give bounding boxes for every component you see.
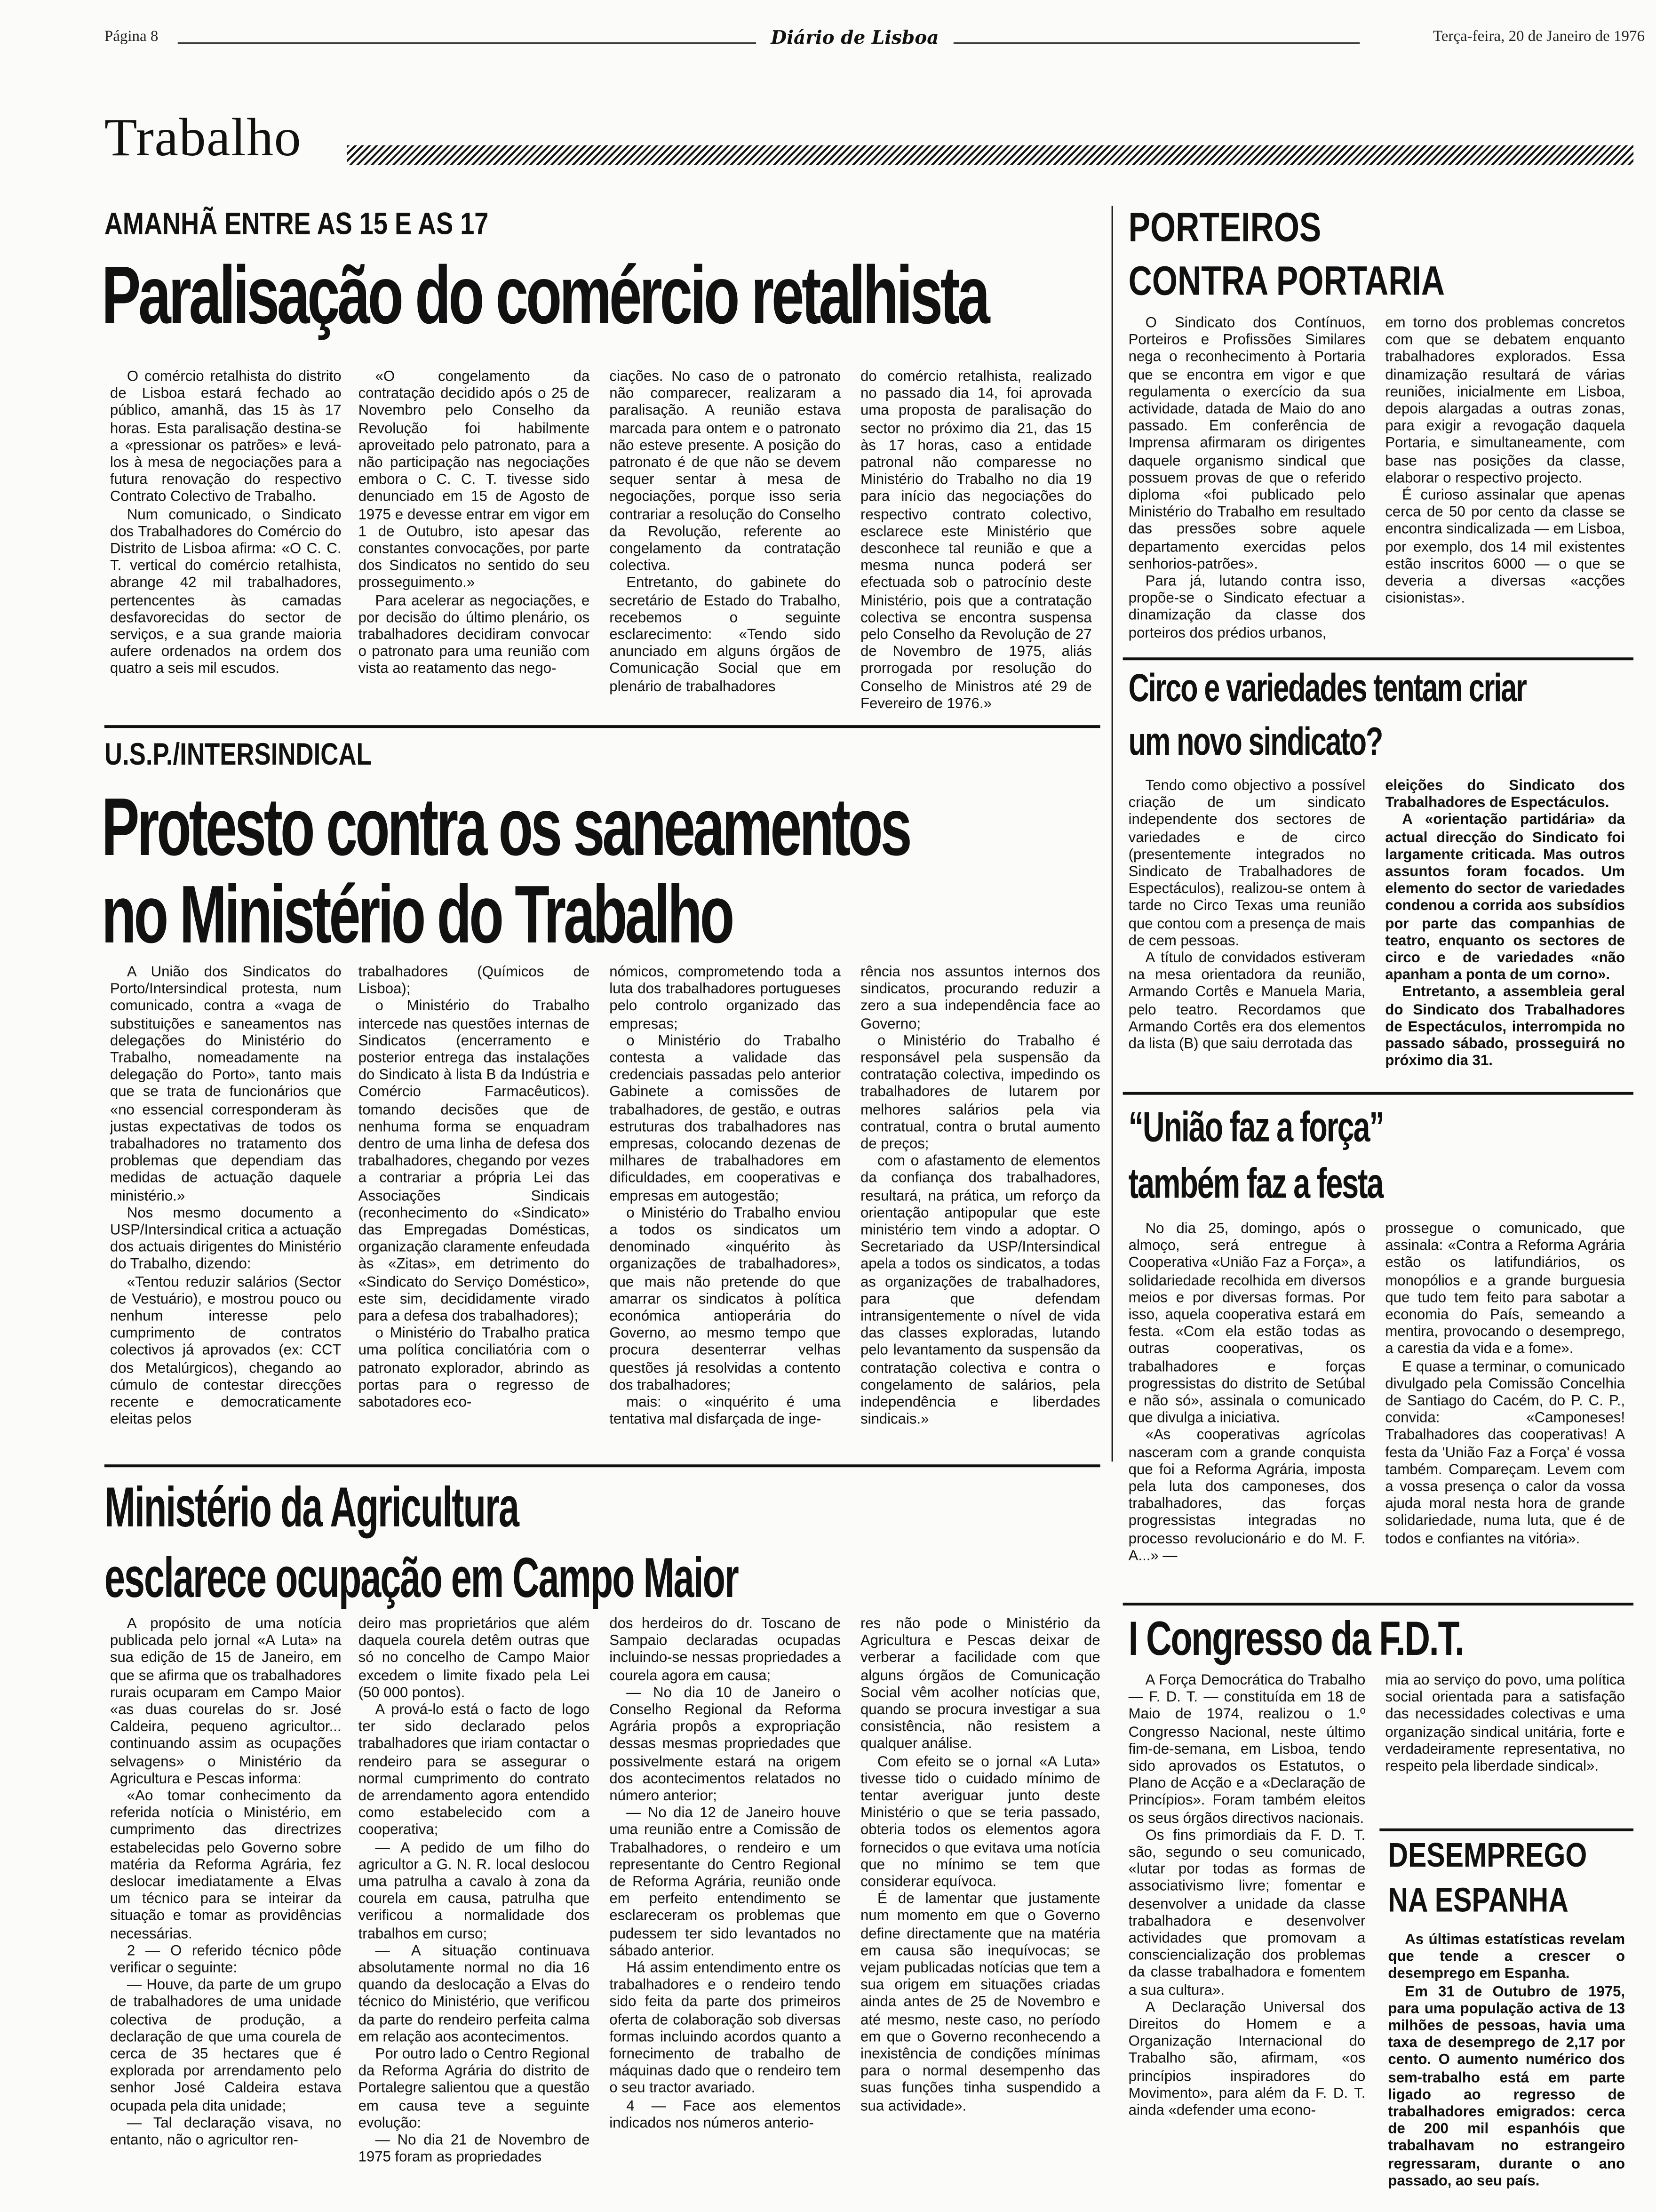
fdt-headline: I Congresso da F.D.T. bbox=[1128, 1613, 1464, 1666]
circo-headline-line-1: Circo e variedades tentam criar bbox=[1128, 666, 1526, 710]
comercio-column-2: «O congelamento da contratação decidido após o 25 de Novembro pelo Conselho da Revolução foi habilmente aproveitado pelo patronato, para a não participação nas negociações embora o C. C. T. tivesse sido denunciado em 15 de Agosto de 1975 e devesse entrar em vigor em 1 de Outubro, isto apesar das constantes convocações, por parte dos Sindicatos no sentido do seu prosseguimento.» Para acelerar as negociações, e por decisão do último plenário, os trabalhadores decidiram convocar o patronato para uma reunião com vista ao reatamento das nego- bbox=[358, 369, 590, 678]
circo-column-2: eleições do Sindicato dos Trabalhadores de Espectáculos. A «orientação partidária» da actual direcção do Sindicato foi largamente criticada. Mas outros assuntos foram focados. Um elemento do sector de variedades condenou a corrida aos subsídios por parte das companhias de teatro, enquanto os sectores de circo e de variedades «não apanham a ponta de um corno». Entretanto, a assembleia geral do Sindicato dos Trabalhadores de Espectáculos, interrompida no passado sábado, prosseguirá no próximo dia 31. bbox=[1385, 779, 1625, 1070]
column-divider bbox=[1112, 206, 1113, 1461]
uniao-column-2: prossegue o comunicado, que assinala: «Contra a Reforma Agrária estão os latifundiários, os monopólios e a grande burguesia que tudo tem feito para sabotar a economia do País, semeando a mentira, provocando o desemprego, a carestia da vida e a fome». E quase a terminar, o comunicado divulgado pela Comissão Concelhia de Santiago do Cacém, do P. C. P., convida: «Camponeses! Trabalhadores das cooperativas! A festa da 'União Faz a Força' é vossa também. Compareçam. Levem com a vossa presença o calor da vossa ajuda moral nesta hora de grande solidariedade, numa luta, que é de todos e confiantes na vitória». bbox=[1385, 1222, 1625, 1548]
masthead: Diário de Lisboa bbox=[771, 28, 939, 49]
circo-bottom-rule bbox=[1123, 1092, 1633, 1095]
desemprego-column: As últimas estatísticas revelam que tende a crescer o desemprego em Espanha. Em 31 de Outubro de 1975, para uma população activa de 13 milhões de pessoas, havia uma taxa de desemprego de 2,17 por cento. O aumento numérico dos sem-trabalho está em parte ligado ao regresso de trabalhadores emigrados: cerca de 200 mil espanhóis que trabalhavam no estrangeiro regressaram, durante o ano passado, ao seu país. bbox=[1388, 1933, 1625, 2189]
page-number: Página 8 bbox=[104, 28, 159, 45]
section-title: Trabalho bbox=[104, 108, 302, 168]
agricultura-column-3: dos herdeiros do dr. Toscano de Sampaio declaradas ocupadas incluindo-se nessas propriedades a courela agora em causa; — No dia 10 de Janeiro o Conselho Regional da Reforma Agrária propôs a expropriação dessas mesmas propriedades que possivelmente estará na origem dos acontecimentos relatados no número anterior; — No dia 12 de Janeiro houve uma reunião entre a Comissão de Trabalhadores, o rendeiro e um representante do Centro Regional de Reforma Agrária, reunião onde em perfeito entendimento se esclareceram os problemas que pudessem ter sido levantados no sábado anterior. Há assim entendimento entre os trabalhadores e o rendeiro tendo sido feita da parte dos primeiros oferta de colaboração sob diversas formas incluindo acordos quanto a fornecimento de trabalho de máquinas dado que o rendeiro tem o seu tractor avariado. 4 — Face aos elementos indicados nos números anterio- bbox=[609, 1617, 841, 2132]
usp-column-3: nómicos, comprometendo toda a luta dos trabalhadores portugueses pelo controlo organizado das empresas; o Ministério do Trabalho contesta a validade das credenciais passadas pelo anterior Gabinete a comissões de trabalhadores, de gestão, e outras estruturas dos trabalhadores nas empresas, colocando dezenas de milhares de trabalhadores em dificuldades, em cooperativas e empresas em autogestão; o Ministério do Trabalho enviou a todos os sindicatos um denominado «inquérito às organizações de trabalhadores», que mais não pretende do que amarrar os sindicatos à política económica antioperária do Governo, ao mesmo tempo que procura desenterrar velhas questões já resolvidas a contento dos trabalhadores; mais: o «inquérito é uma tentativa mal disfarçada de inge- bbox=[609, 965, 841, 1429]
uniao-headline-line-1: “União faz a força” bbox=[1128, 1104, 1384, 1151]
usp-column-2: trabalhadores (Químicos de Lisboa); o Ministério do Trabalho intercede nas questões internas de Sindicatos (encerramento e posterior entrega das instalações do Sindicato à lista B da Indústria e Comércio Farmacêuticos). tomando decisões que de nenhuma forma se enquadram dentro de uma linha de defesa dos trabalhadores, chegando por vezes a contrariar a própria Lei das Associações Sindicais (reconhecimento do «Sindicato» das Empregadas Domésticas, organização claramente enfeudada às «Zitas», em detrimento do «Sindicato do Serviço Doméstico», este sim, decididamente virado para a defesa dos trabalhadores); o Ministério do Trabalho pratica uma política conciliatória com o patronato explorador, abrindo as portas para o regresso de sabotadores eco- bbox=[358, 965, 590, 1411]
agricultura-headline-line-1: Ministério da Agricultura bbox=[104, 1477, 518, 1540]
section-hatch-rule bbox=[347, 145, 1633, 165]
agricultura-headline-line-2: esclarece ocupação em Campo Maior bbox=[104, 1548, 738, 1610]
agricultura-column-2: deiro mas proprietários que além daquela courela detêm outras que só no concelho de Campo Maior excedem o limite fixado pela Lei (50 000 pontos). A prová-lo está o facto de logo ter sido declarado pelos trabalhadores que iriam contactar o rendeiro para se assegurar o normal cumprimento do contrato de arrendamento agora entendido como estabelecido com a cooperativa; — A pedido de um filho do agricultor a G. N. R. local deslocou uma patrulha a cavalo à zona da courela em causa, patrulha que verificou a normalidade dos trabalhos em curso; — A situação continuava absolutamente normal no dia 16 quando da deslocação a Elvas do técnico do Ministério, que verificou da parte do rendeiro perfeita calma em relação aos acontecimentos. Por outro lado o Centro Regional da Reforma Agrária do distrito de Portalegre salientou que a questão em causa teve a seguinte evolução: — No dia 21 de Novembro de 1975 foram as propriedades bbox=[358, 1617, 590, 2166]
comercio-kicker: AMANHÃ ENTRE AS 15 E AS 17 bbox=[104, 206, 489, 241]
desemprego-top-rule bbox=[1379, 1829, 1633, 1831]
agricultura-column-4: res não pode o Ministério da Agricultura e Pescas deixar de verberar a facilidade com que alguns órgãos de Comunicação Social vêm acolher notícias que, quando se procura investigar a sua consistência, não resistem a qualquer análise. Com efeito se o jornal «A Luta» tivesse tido o cuidado mínimo de tentar averiguar junto deste Ministério o que se teria passado, obteria todos os elementos agora fornecidos o que evitava uma notícia que no mínimo se tem que considerar equívoca. É de lamentar que justamente num momento em que o Governo define directamente que na matéria em causa são inequívocas; se vejam publicadas notícias que tem a sua origem em situações criadas ainda antes de 25 de Novembro e até mesmo, neste caso, no período em que o Governo reconhecendo a inexistência de condições mínimas para o normal desempenho das suas funções tinha suspendido a sua actividade». bbox=[860, 1617, 1100, 2115]
usp-kicker: U.S.P./INTERSINDICAL bbox=[104, 736, 372, 772]
porteiros-column-1: O Sindicato dos Contínuos, Porteiros e Profissões Similares nega o reconhecimento à Portaria que se encontra em vigor e que regulamenta o exercício da sua actividade, datada de Maio do ano passado. Em conferência de Imprensa afirmaram os dirigentes daquele organismo sindical que possuem provas de que o referido diploma «foi publicado pelo Ministério do Trabalho em resultado das pressões sobre aquele departamento exercidas pelos senhorios-patrões». Para já, lutando contra isso, propõe-se o Sindicato efectuar a dinamização da classe dos porteiros dos prédios urbanos, bbox=[1128, 316, 1366, 642]
circo-headline-line-2: um novo sindicato? bbox=[1128, 719, 1383, 764]
desemprego-headline-line-1: DESEMPREGO bbox=[1388, 1837, 1587, 1875]
agricultura-column-1: A propósito de uma notícia publicada pelo jornal «A Luta» na sua edição de 15 de Janeiro, em que se afirma que os trabalhadores rurais ocuparam em Campo Maior «as duas courelas do sr. José Caldeira, pequeno agricultor... continuando assim as ocupações selvagens» o Ministério da Agricultura e Pescas informa: «Ao tomar conhecimento da referida notícia o Ministério, em cumprimento das directrizes estabelecidas pelo Governo sobre matéria da Reforma Agrária, fez deslocar imediatamente a Elvas um técnico para se inteirar da situação e tomar as providências necessárias. 2 — O referido técnico pôde verificar o seguinte: — Houve, da parte de um grupo de trabalhadores de uma unidade colectiva de produção, a declaração de que uma courela de cerca de 35 hectares que é explorada por arrendamento pelo senhor José Caldeira estava ocupada pela dita unidade; — Tal declaração visava, no entanto, não o agricultor ren- bbox=[110, 1617, 342, 2149]
comercio-column-3: ciações. No caso de o patronato não comparecer, realizaram a paralisação. A reunião estava marcada para ontem e o patronato não esteve presente. A posição do patronato é de que não se devem sequer sentar à mesa de negociações, porque isso seria contrariar a resolução do Conselho da Revolução, referente ao congelamento da contratação colectiva. Entretanto, do gabinete do secretário de Estado do Trabalho, recebemos o seguinte esclarecimento: «Tendo sido anunciado em alguns órgãos de Comunicação Social que em plenário de trabalhadores bbox=[609, 369, 841, 695]
comercio-bottom-rule bbox=[104, 725, 1100, 728]
header-rule-right bbox=[954, 42, 1360, 44]
usp-headline-line-1: Protesto contra os saneamentos bbox=[101, 782, 910, 873]
page-date: Terça-feira, 20 de Janeiro de 1976 bbox=[1433, 28, 1645, 45]
usp-headline-line-2: no Ministério do Trabalho bbox=[101, 869, 732, 961]
porteiros-headline-line-2: CONTRA PORTARIA bbox=[1128, 259, 1445, 305]
comercio-headline: Paralisação do comércio retalhista bbox=[101, 249, 988, 342]
porteiros-headline-line-1: PORTEIROS bbox=[1128, 206, 1322, 251]
circo-column-1: Tendo como objectivo a possível criação de um sindicato independente dos sectores de variedades e de circo (presentemente integrados no Sindicato de Trabalhadores de Espectáculos), realizou-se ontem à tarde no Circo Texas uma reunião que contou com a presença de mais de cem pessoas. A título de convidados estiveram na mesa orientadora da reunião, Armando Cortês e Manuela Maria, pelo teatro. Recordamos que Armando Cortês era dos elementos da lista (B) que saiu derrotada das bbox=[1128, 779, 1366, 1053]
uniao-bottom-rule bbox=[1123, 1603, 1633, 1605]
porteiros-bottom-rule bbox=[1123, 657, 1633, 660]
fdt-column-1: A Força Democrática do Trabalho — F. D. T. — constituída em 18 de Maio de 1974, realizou o 1.º Congresso Nacional, neste último fim-de-semana, em Lisboa, tendo sido aprovados os Estatutos, o Plano de Acção e a «Declaração de Princípios». Foram também eleitos os seus órgãos directivos nacionais. Os fins primordiais da F. D. T. são, segundo o seu comunicado, «lutar por todas as formas de associativismo livre; fomentar e desenvolver a unidade da classe trabalhadora e desenvolver actividades que promovam a consciencialização dos problemas da classe trabalhadora e fomentem a sua cultura». A Declaração Universal dos Direitos do Homem e a Organização Internacional do Trabalho são, afirmam, «os princípios inspiradores do Movimento», para além da F. D. T. ainda «defender uma econo- bbox=[1128, 1673, 1366, 2119]
usp-column-4: rência nos assuntos internos dos sindicatos, procurando reduzir a zero a sua independência face ao Governo; o Ministério do Trabalho é responsável pela suspensão da contratação colectiva, impedindo os trabalhadores de lutarem por melhores salários pela via contratual, contra o brutal aumento de preços; com o afastamento de elementos da confiança dos trabalhadores, resultará, na prática, um reforço da orientação antipopular que este ministério tem vindo a adoptar. O Secretariado da USP/Intersindical apela a todos os sindicatos, a todas as organizações de trabalhadores, para que defendam intransigentemente o nível de vida das classes exploradas, lutando pelo levantamento da suspensão da contratação colectiva e contra o congelamento de salários, pela independência e liberdades sindicais.» bbox=[860, 965, 1100, 1429]
comercio-column-1: O comércio retalhista do distrito de Lisboa estará fechado ao público, amanhã, das 15 às 17 horas. Esta paralisação destina-se a «pressionar os patrões» e levá-los à mesa de negociações para a futura renovação do respectivo Contrato Colectivo de Trabalho. Num comunicado, o Sindicato dos Trabalhadores do Comércio do Distrito de Lisboa afirma: «O C. C. T. vertical do comércio retalhista, abrange 42 mil trabalhadores, pertencentes às camadas desfavorecidas do sector de serviços, e a sua grande maioria aufere ordenados na ordem dos quatro a seis mil escudos. bbox=[110, 369, 342, 678]
porteiros-column-2: em torno dos problemas concretos com que se debatem enquanto trabalhadores explorados. Essa dinamização resultará de várias reuniões, inicialmente em Lisboa, depois alargadas a outras zonas, para exigir a revogação daquela Portaria, e simultaneamente, com base nas posições da classe, elaborar o respectivo projecto. É curioso assinalar que apenas cerca de 50 por cento da classe se encontra sindicalizada — em Lisboa, por exemplo, dos 14 mil existentes estão inscritos 6000 — o que se deveria a diversas «acções cisionistas». bbox=[1385, 316, 1625, 607]
header-rule-left bbox=[178, 42, 756, 44]
usp-column-1: A União dos Sindicatos do Porto/Intersindical protesta, num comunicado, contra a «vaga de substituições e saneamentos nas delegações do Ministério do Trabalho, nomeadamente na delegação do Porto», tanto mais que se trata de funcionários que «no essencial corresponderam às justas expectativas de todos os trabalhadores no tratamento dos problemas que dependiam das medidas de actuação daquele ministério.» Nos mesmo documento a USP/Intersindical critica a actuação dos actuais dirigentes do Ministério do Trabalho, dizendo: «Tentou reduzir salários (Sector de Vestuário), e mostrou pouco ou nenhum interesse pelo cumprimento de contratos colectivos já aprovados (ex: CCT dos Metalúrgicos), chegando ao cúmulo de contestar direcções recente e democraticamente eleitas pelos bbox=[110, 965, 342, 1429]
usp-bottom-rule bbox=[104, 1464, 1100, 1467]
desemprego-headline-line-2: NA ESPANHA bbox=[1388, 1882, 1568, 1920]
fdt-column-2: mia ao serviço do povo, uma política social orientada para a satisfação das necessidades colectivas e uma organização sindical unitária, forte e verdadeiramente representativa, no respeito pela liberdade sindical». bbox=[1385, 1673, 1625, 1775]
uniao-headline-line-2: também faz a festa bbox=[1128, 1161, 1383, 1208]
comercio-column-4: do comércio retalhista, realizado no passado dia 14, foi aprovada uma proposta de paralisação do sector no próximo dia 21, das 15 às 17 horas, caso a entidade patronal não comparesse no Ministério do Trabalho no dia 19 para início das negociações do respectivo contrato colectivo, esclarece este Ministério que desconhece tal reunião e que a mesma nunca poderá ser efectuada sob o patrocínio deste Ministério, pois que a contratação colectiva se encontra suspensa pelo Conselho da Revolução de 27 de Novembro de 1975, aliás prorrogada por resolução do Conselho de Ministros até 29 de Fevereiro de 1976.» bbox=[860, 369, 1092, 712]
uniao-column-1: No dia 25, domingo, após o almoço, será entregue à Cooperativa «União Faz a Força», a solidariedade recolhida em diversos meios e por diversas formas. Por isso, aquela cooperativa estará em festa. «Com ela estão todas as outras cooperativas, os trabalhadores e forças progressistas do distrito de Setúbal e não só», assinala o comunicado que divulga a iniciativa. «As cooperativas agrícolas nasceram com a grande conquista que foi a Reforma Agrária, imposta pela luta dos camponeses, dos trabalhadores, das forças progressistas integradas no processo revolucionário e do M. F. A...» — bbox=[1128, 1222, 1366, 1565]
